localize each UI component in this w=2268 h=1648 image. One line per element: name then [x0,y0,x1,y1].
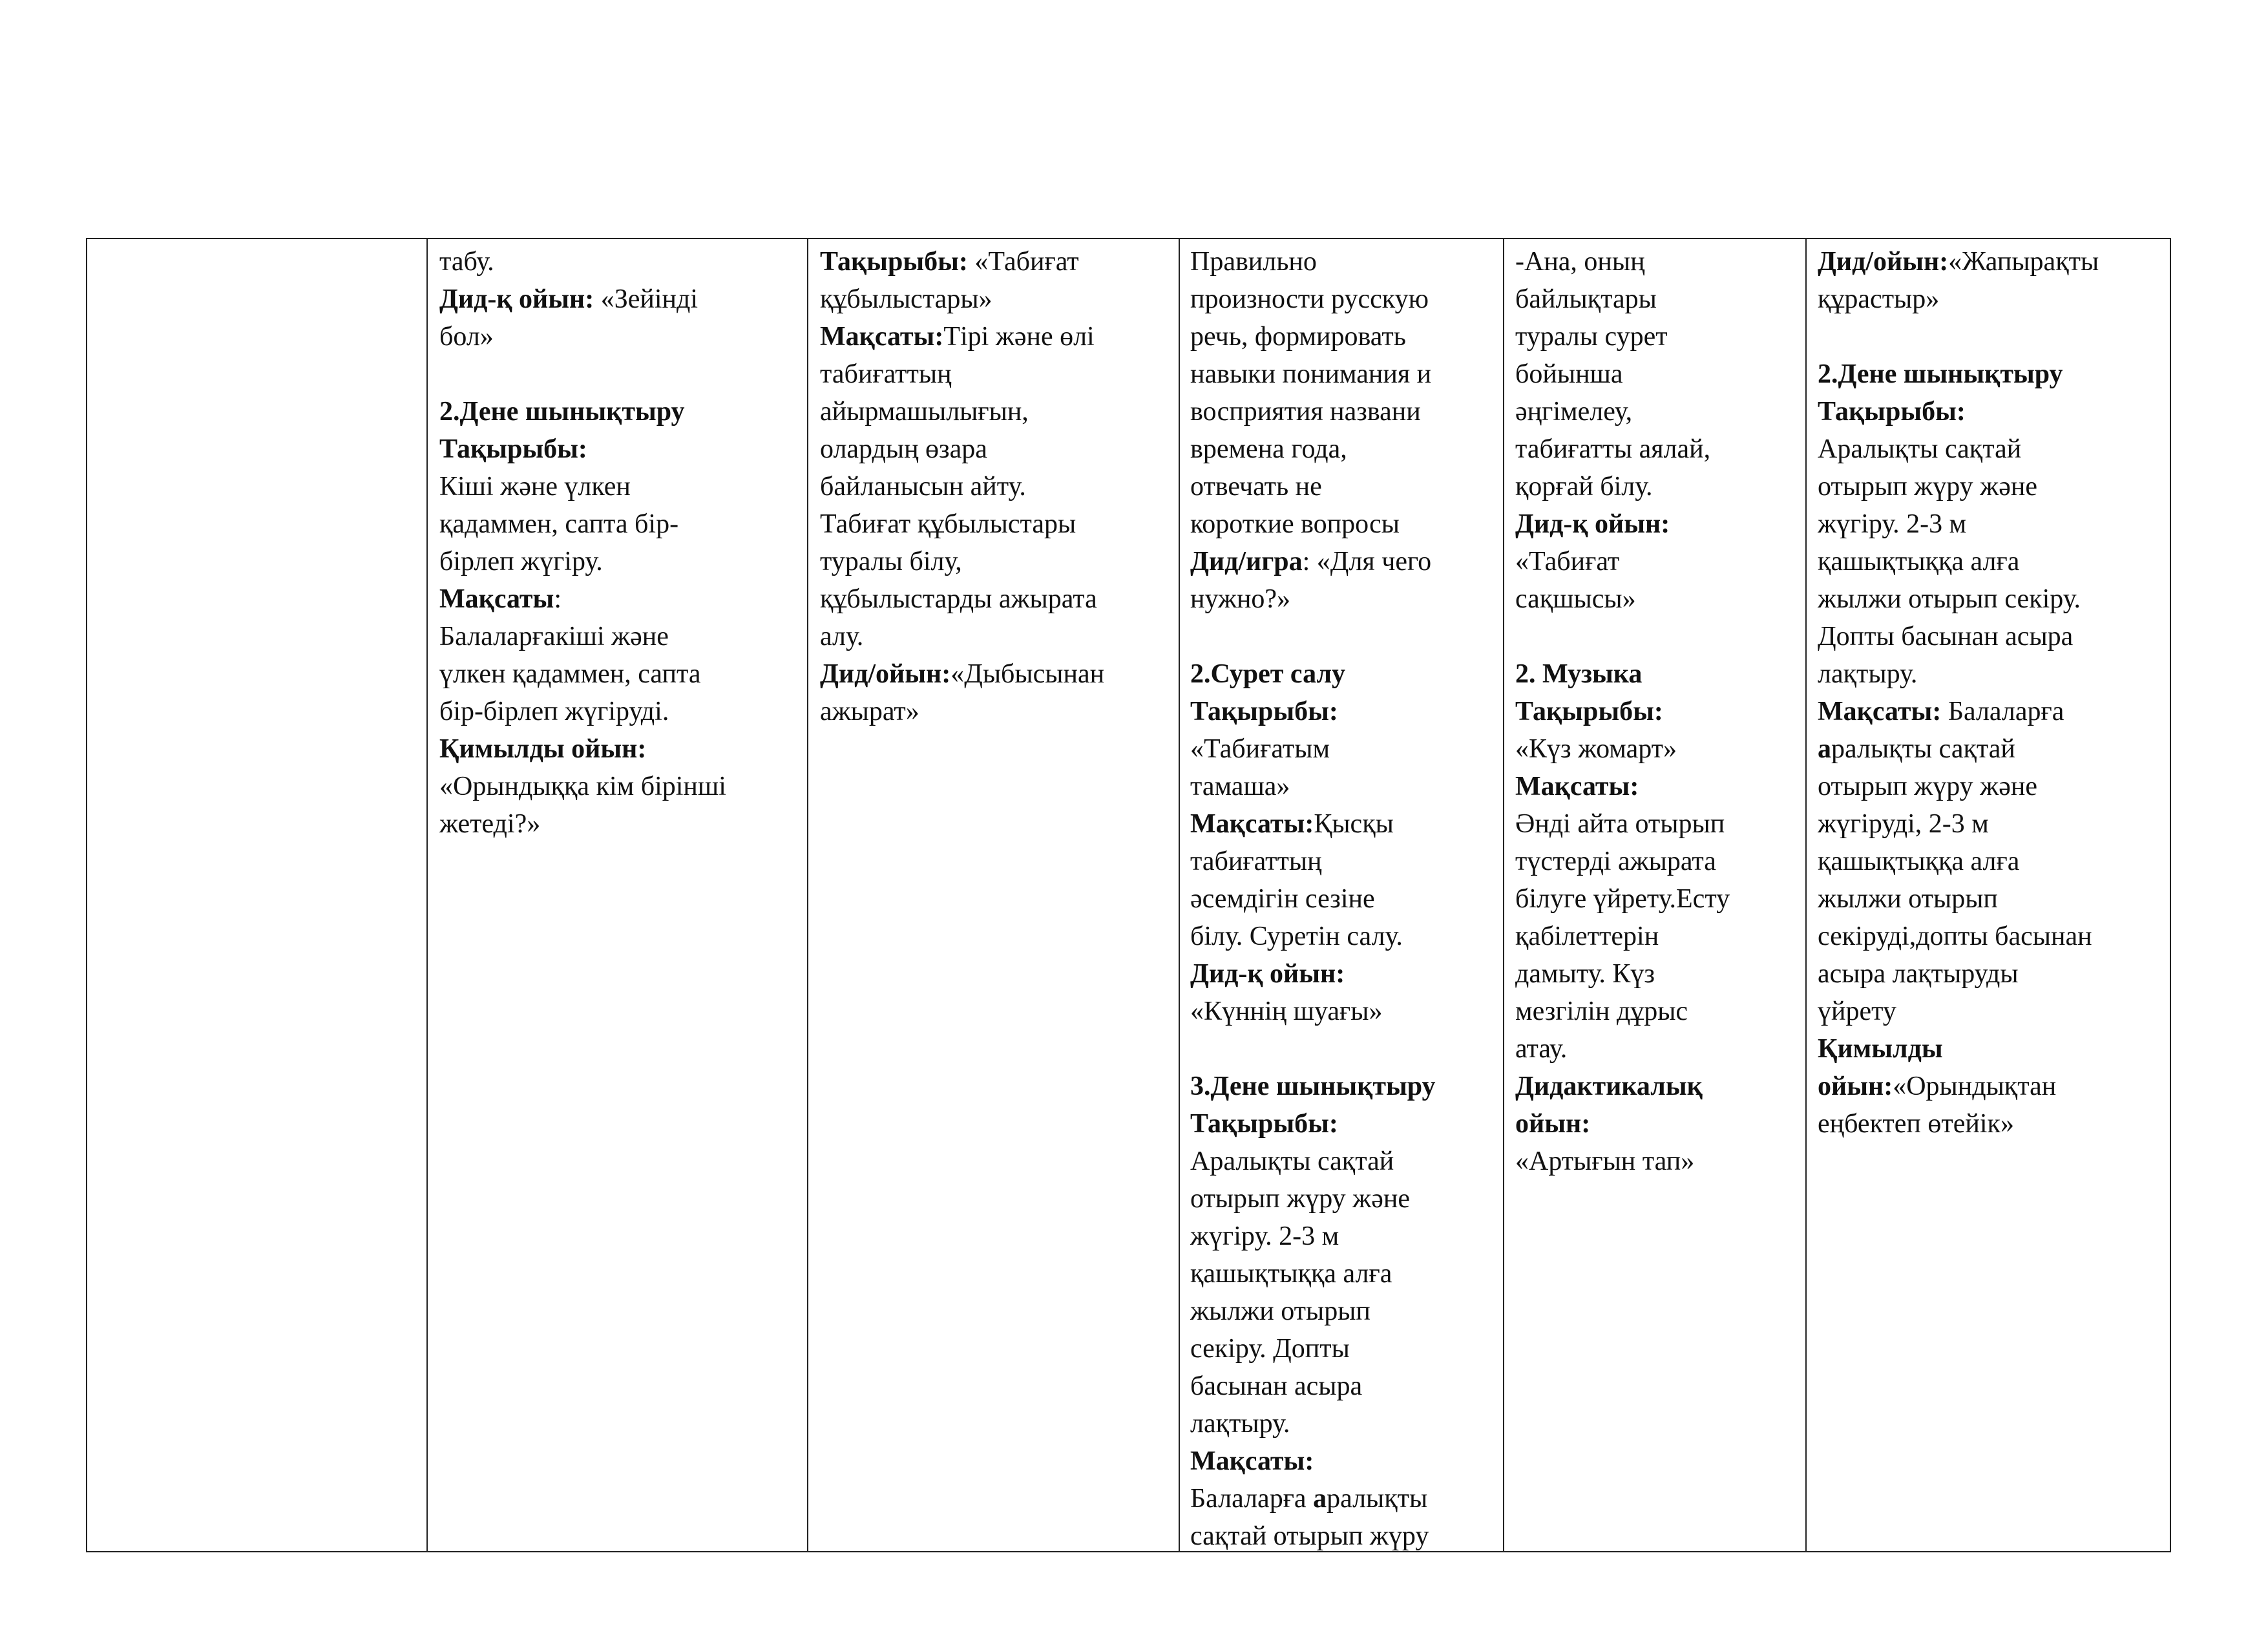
cell-text-line: туралы сурет [1515,322,1668,352]
cell-text-line: бол» [439,322,494,352]
cell-text-line: олардың өзара [820,434,987,464]
cell-text-line: білуге үйрету.Есту [1515,884,1730,914]
cell-text-line: Мақсаты:Тірі және өлі [820,322,1095,352]
cell-text-line: үйрету [1818,997,1896,1026]
lesson-plan-table [86,238,2171,1552]
cell-text-line: табиғаттың [1190,847,1322,876]
cell-text-line: қадаммен, сапта бір- [439,509,679,539]
cell-text-line: Мақсаты: Балаларға [1818,697,2064,726]
cell-text-line: тамаша» [1190,772,1290,801]
cell-text-line: 2.Дене шынықтыру [1818,359,2063,389]
cell-text-line: жылжи отырып [1818,884,1998,914]
cell-text-line: табиғатты аялай, [1515,434,1711,464]
table-cell-column-6 [1818,243,2170,1551]
cell-text-line: айырмашылығын, [820,397,1029,427]
cell-text-line: секіруді,допты басынан [1818,922,2092,951]
cell-text-line: Қимылды [1818,1034,1943,1064]
cell-text-line: Тақырыбы: [1190,1109,1338,1139]
cell-text-line: Тақырыбы: «Табиғат [820,247,1079,277]
table-cell-column-2 [439,243,801,1551]
cell-text-line: әңгімелеу, [1515,397,1633,427]
cell-text-line: навыки понимания и [1190,359,1432,389]
cell-text-line: атау. [1515,1034,1568,1064]
cell-text-line: Аралықты сақтай [1818,434,2022,464]
cell-text-line: Аралықты сақтай [1190,1146,1394,1176]
blank-line [439,355,801,393]
cell-text-line: Тақырыбы: [1818,397,1966,427]
cell-text-line: времена года, [1190,434,1347,464]
cell-text-line: «Табиғат [1515,547,1620,576]
cell-text-line: Мақсаты: [1515,772,1639,801]
cell-text-line: байлықтары [1515,284,1657,314]
cell-text-line: Дид/ойын:«Жапырақты [1818,247,2099,277]
column-divider [1179,239,1180,1551]
table-cell-column-5 [1515,243,1802,1551]
cell-text-line: басынан асыра [1190,1371,1363,1401]
cell-text-line: 2.Сурет салу [1190,659,1346,689]
cell-text-line: секіру. Допты [1190,1334,1350,1364]
cell-text-line: аралықты сақтай [1818,734,2015,764]
cell-text-line: әсемдігін сезіне [1190,884,1375,914]
cell-text-line: восприятия названи [1190,397,1421,427]
blank-line [1190,618,1499,655]
cell-text-line: жылжи отырып [1190,1296,1370,1326]
cell-text-line: жылжи отырып секіру. [1818,584,2081,614]
cell-text-line: «Орындыққа кім бірінші [439,772,726,801]
cell-text-line: сақшысы» [1515,584,1636,614]
cell-text-line: жетеді?» [439,809,541,839]
cell-text-line: ажырат» [820,697,919,726]
cell-text-line: құбылыстары» [820,284,992,314]
cell-text-line: құрастыр» [1818,284,1940,314]
cell-text-line: отвечать не [1190,472,1322,502]
cell-text-line: Дид-қ ойын: [1515,509,1670,539]
cell-text-line: түстерді ажырата [1515,847,1716,876]
cell-text-line: «Артығын тап» [1515,1146,1695,1176]
column-divider [1805,239,1807,1551]
cell-text-line: «Табиғатым [1190,734,1330,764]
cell-text-line: Табиғат құбылыстары [820,509,1076,539]
cell-text-line: жүгіруді, 2-3 м [1818,809,1989,839]
cell-text-line: асыра лақтыруды [1818,959,2019,989]
cell-text-line: лақтыру. [1190,1409,1290,1439]
blank-line [1818,318,2170,355]
cell-text-line: қорғай білу. [1515,472,1653,502]
cell-text-line: Дид/ойын:«Дыбысынан [820,659,1105,689]
cell-text-line: -Ана, оның [1515,247,1645,277]
cell-text-line: туралы білу, [820,547,962,576]
cell-text-line: Дид-қ ойын: [1190,959,1345,989]
cell-text-line: Тақырыбы: [439,434,587,464]
cell-text-line: жүгіру. 2-3 м [1190,1221,1339,1251]
cell-text-line: бірлеп жүгіру. [439,547,603,576]
cell-text-line: ойын: [1515,1109,1591,1139]
cell-text-line: короткие вопросы [1190,509,1400,539]
cell-text-line: нужно?» [1190,584,1291,614]
cell-text-line: жүгіру. 2-3 м [1818,509,1967,539]
cell-text-line: қашықтыққа алға [1190,1259,1392,1289]
cell-text-line: Мақсаты:Қысқы [1190,809,1394,839]
cell-text-line: «Күннің шуағы» [1190,997,1383,1026]
cell-text-line: Әнді айта отырып [1515,809,1725,839]
cell-text-line: отырып жүру және [1190,1184,1410,1214]
cell-text-line: сақтай отырып жүру [1190,1521,1429,1551]
cell-text-line: 2. Музыка [1515,659,1643,689]
cell-text-line: речь, формировать [1190,322,1406,352]
cell-text-line: табиғаттың [820,359,952,389]
cell-text-line: қашықтыққа алға [1818,547,2020,576]
cell-text-line: «Күз жомарт» [1515,734,1677,764]
cell-text-line: Балаларғакіші және [439,622,669,651]
cell-text-line: Дидактикалық [1515,1072,1703,1101]
table-cell-column-3 [820,243,1174,1551]
cell-text-line: алу. [820,622,864,651]
cell-text-line: қабілеттерін [1515,922,1659,951]
cell-text-line: үлкен қадаммен, сапта [439,659,701,689]
cell-text-line: Тақырыбы: [1190,697,1338,726]
blank-line [1190,1030,1499,1068]
cell-text-line: Дид-қ ойын: «Зейінді [439,284,698,314]
cell-text-line: Тақырыбы: [1515,697,1663,726]
cell-text-line: ойын:«Орындықтан [1818,1072,2057,1101]
column-divider [807,239,808,1551]
cell-text-line: Допты басынан асыра [1818,622,2074,651]
cell-text-line: Мақсаты: [1190,1446,1314,1476]
cell-text-line: еңбектеп өтейік» [1818,1109,2014,1139]
cell-text-line: Правильно [1190,247,1317,277]
cell-text-line: қашықтыққа алға [1818,847,2020,876]
table-cell-column-4 [1190,243,1499,1551]
cell-text-line: Балаларға аралықты [1190,1484,1428,1514]
cell-text-line: дамыту. Күз [1515,959,1655,989]
column-divider [1503,239,1504,1551]
cell-text-line: Қимылды ойын: [439,734,647,764]
blank-line [1515,618,1802,655]
cell-text-line: Дид/игра: «Для чего [1190,547,1432,576]
cell-text-line: бойынша [1515,359,1623,389]
cell-text-line: отырып жүру және [1818,772,2037,801]
cell-text-line: бір-бірлеп жүгіруді. [439,697,669,726]
cell-text-line: Мақсаты: [439,584,562,614]
cell-text-line: білу. Суретін салу. [1190,922,1403,951]
cell-text-line: құбылыстарды ажырата [820,584,1097,614]
column-divider [426,239,428,1551]
cell-text-line: отырып жүру және [1818,472,2037,502]
cell-text-line: байланысын айту. [820,472,1026,502]
cell-text-line: табу. [439,247,494,277]
cell-text-line: мезгілін дұрыс [1515,997,1688,1026]
cell-text-line: 3.Дене шынықтыру [1190,1072,1436,1101]
cell-text-line: Кіші және үлкен [439,472,631,502]
cell-text-line: произности русскую [1190,284,1429,314]
cell-text-line: лақтыру. [1818,659,1918,689]
cell-text-line: 2.Дене шынықтыру [439,397,685,427]
